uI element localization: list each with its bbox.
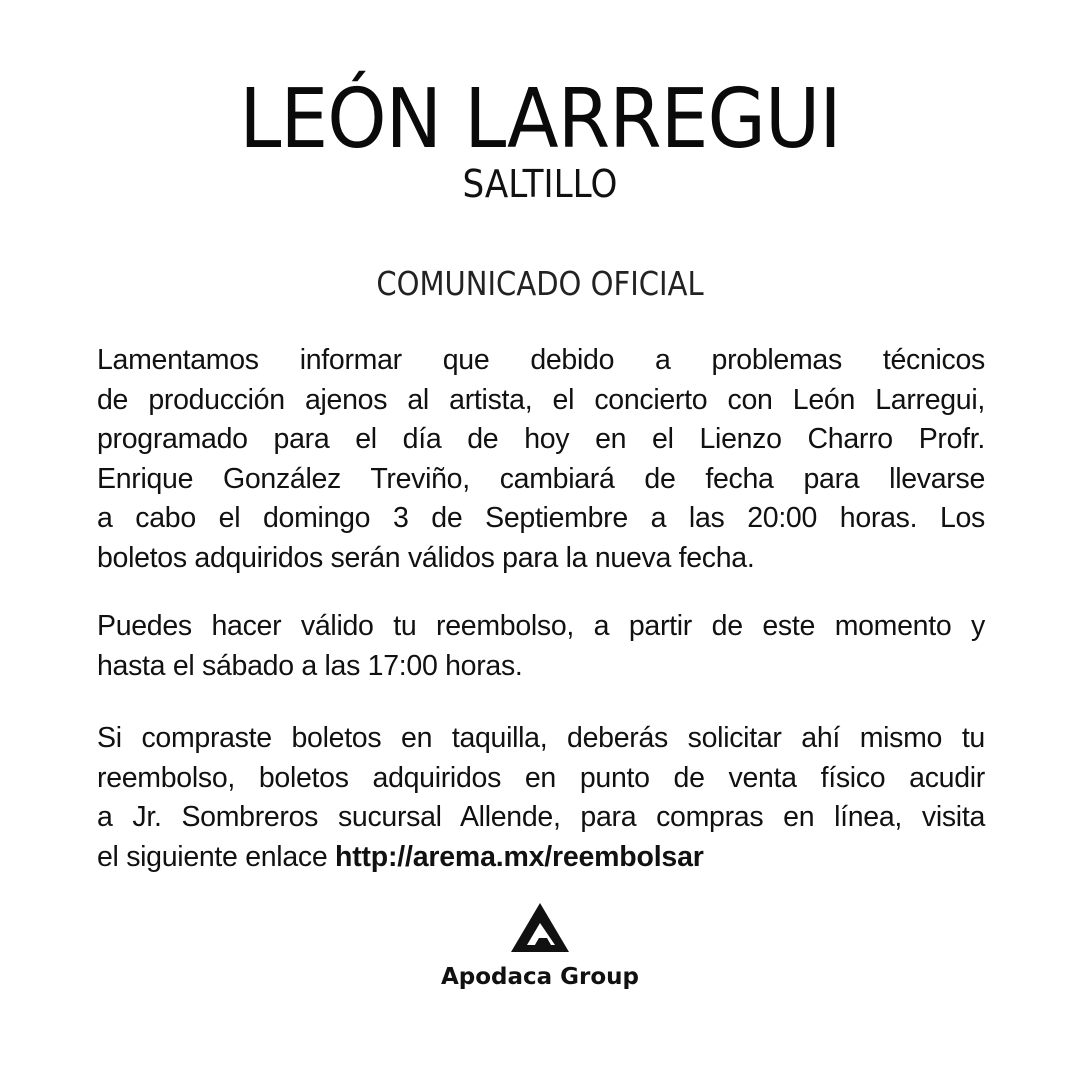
- text-line: hasta el sábado a las 17:00 horas.: [97, 649, 523, 682]
- text-line: programado para el día de hoy en el Lienzo Charro Profr.: [97, 423, 985, 455]
- apodaca-group-logo-icon: [505, 898, 575, 958]
- text-line: boletos adquiridos serán válidos para la nueva fecha.: [97, 541, 755, 574]
- link-prefix: el siguiente enlace: [97, 840, 336, 873]
- text-line: Enrique González Treviño, cambiará de fecha para llevarse: [97, 462, 985, 495]
- artist-title: LEÓN LARREGUI: [239, 72, 841, 167]
- text-line: Lamentamos informar que debido a problemas técnicos: [97, 344, 985, 376]
- paragraph-refund-instructions: [97, 719, 985, 877]
- paragraph-reschedule: [97, 341, 985, 578]
- text-line: a Jr. Sombreros sucursal Allende, para compras en línea, visita: [97, 801, 985, 833]
- text-line-with-link: [97, 838, 985, 878]
- text-line: reembolso, boletos adquiridos en punto de venta físico acudir: [97, 761, 985, 794]
- official-statement-heading: COMUNICADO OFICIAL: [376, 264, 704, 303]
- paragraph-refund-period: [97, 607, 985, 686]
- text-line: Si compraste boletos en taquilla, deberás solicitar ahí mismo tu: [97, 722, 985, 754]
- refund-link[interactable]: http://arema.mx/reembolsar: [335, 840, 704, 873]
- city-subtitle: SALTILLO: [462, 162, 618, 206]
- text-line: de producción ajenos al artista, el concierto con León Larregui,: [97, 383, 985, 416]
- text-line: a cabo el domingo 3 de Septiembre a las 20:00 horas. Los: [97, 502, 985, 534]
- text-line: Puedes hacer válido tu reembolso, a partir de este momento y: [97, 610, 985, 642]
- brand-name: Apodaca Group: [440, 964, 640, 990]
